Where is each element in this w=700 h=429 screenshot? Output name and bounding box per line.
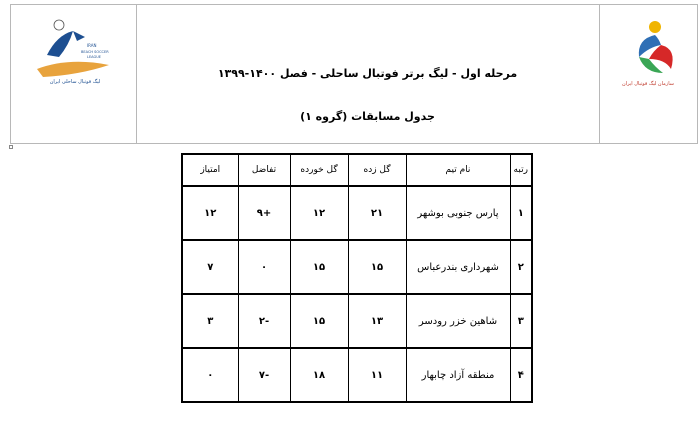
goal-difference-cell: -۷: [238, 348, 290, 402]
team-name-cell: شهرداری بندرعباس: [406, 240, 510, 294]
points-cell: ۱۲: [182, 186, 238, 240]
rank-cell: ۱: [510, 186, 532, 240]
organization-name: سازمان لیگ فوتبال ایران: [622, 81, 674, 87]
header-left-cell: [11, 5, 137, 143]
document-header: [10, 4, 698, 144]
goals-for-cell: ۲۱: [348, 186, 406, 240]
points-cell: ۳: [182, 294, 238, 348]
team-name-cell: شاهین خزر رودسر: [406, 294, 510, 348]
team-name-cell: پارس جنوبی بوشهر: [406, 186, 510, 240]
header-goal-difference: تفاضل: [238, 154, 290, 186]
rank-cell: ۴: [510, 348, 532, 402]
goals-for-cell: ۱۵: [348, 240, 406, 294]
header-rank: رتبه: [510, 154, 532, 186]
team-name-cell: منطقه آزاد چابهار: [406, 348, 510, 402]
goal-difference-cell: +۹: [238, 186, 290, 240]
goals-against-cell: ۱۵: [290, 294, 348, 348]
goals-against-cell: ۱۵: [290, 240, 348, 294]
page-title: مرحله اول - لیگ برتر فوتبال ساحلی - فصل ۱۴۰۰-۱۳۹۹: [217, 67, 518, 80]
goals-against-cell: ۱۲: [290, 186, 348, 240]
svg-text:LEAGUE: LEAGUE: [87, 55, 101, 59]
header-right-cell: [599, 5, 697, 143]
page-subtitle: جدول مسابقات (گروه ۱): [300, 110, 435, 123]
table-row: [182, 348, 532, 402]
header-team-name: نام تیم: [406, 154, 510, 186]
table-row: [182, 240, 532, 294]
table-row: [182, 186, 532, 240]
header-goals-against: گل خورده: [290, 154, 348, 186]
svg-text:لیگ فوتبال ساحلی ایران: لیگ فوتبال ساحلی ایران: [49, 79, 101, 85]
table-header-row: [182, 154, 532, 186]
rank-cell: ۲: [510, 240, 532, 294]
goal-difference-cell: ۰: [238, 240, 290, 294]
goal-difference-cell: -۲: [238, 294, 290, 348]
goals-for-cell: ۱۱: [348, 348, 406, 402]
anchor-marker: [9, 145, 13, 149]
beach-soccer-league-logo: [29, 17, 121, 85]
header-points: امتیاز: [182, 154, 238, 186]
svg-text:IRAN: IRAN: [87, 43, 97, 48]
goals-against-cell: ۱۸: [290, 348, 348, 402]
points-cell: ۷: [182, 240, 238, 294]
header-title-cell: [136, 5, 600, 143]
points-cell: ۰: [182, 348, 238, 402]
svg-text:BEACH SOCCER: BEACH SOCCER: [81, 50, 109, 54]
table-row: [182, 294, 532, 348]
standings-table: [181, 153, 533, 403]
header-goals-for: گل زده: [348, 154, 406, 186]
goals-for-cell: ۱۳: [348, 294, 406, 348]
iran-football-league-logo: [619, 15, 691, 85]
rank-cell: ۳: [510, 294, 532, 348]
